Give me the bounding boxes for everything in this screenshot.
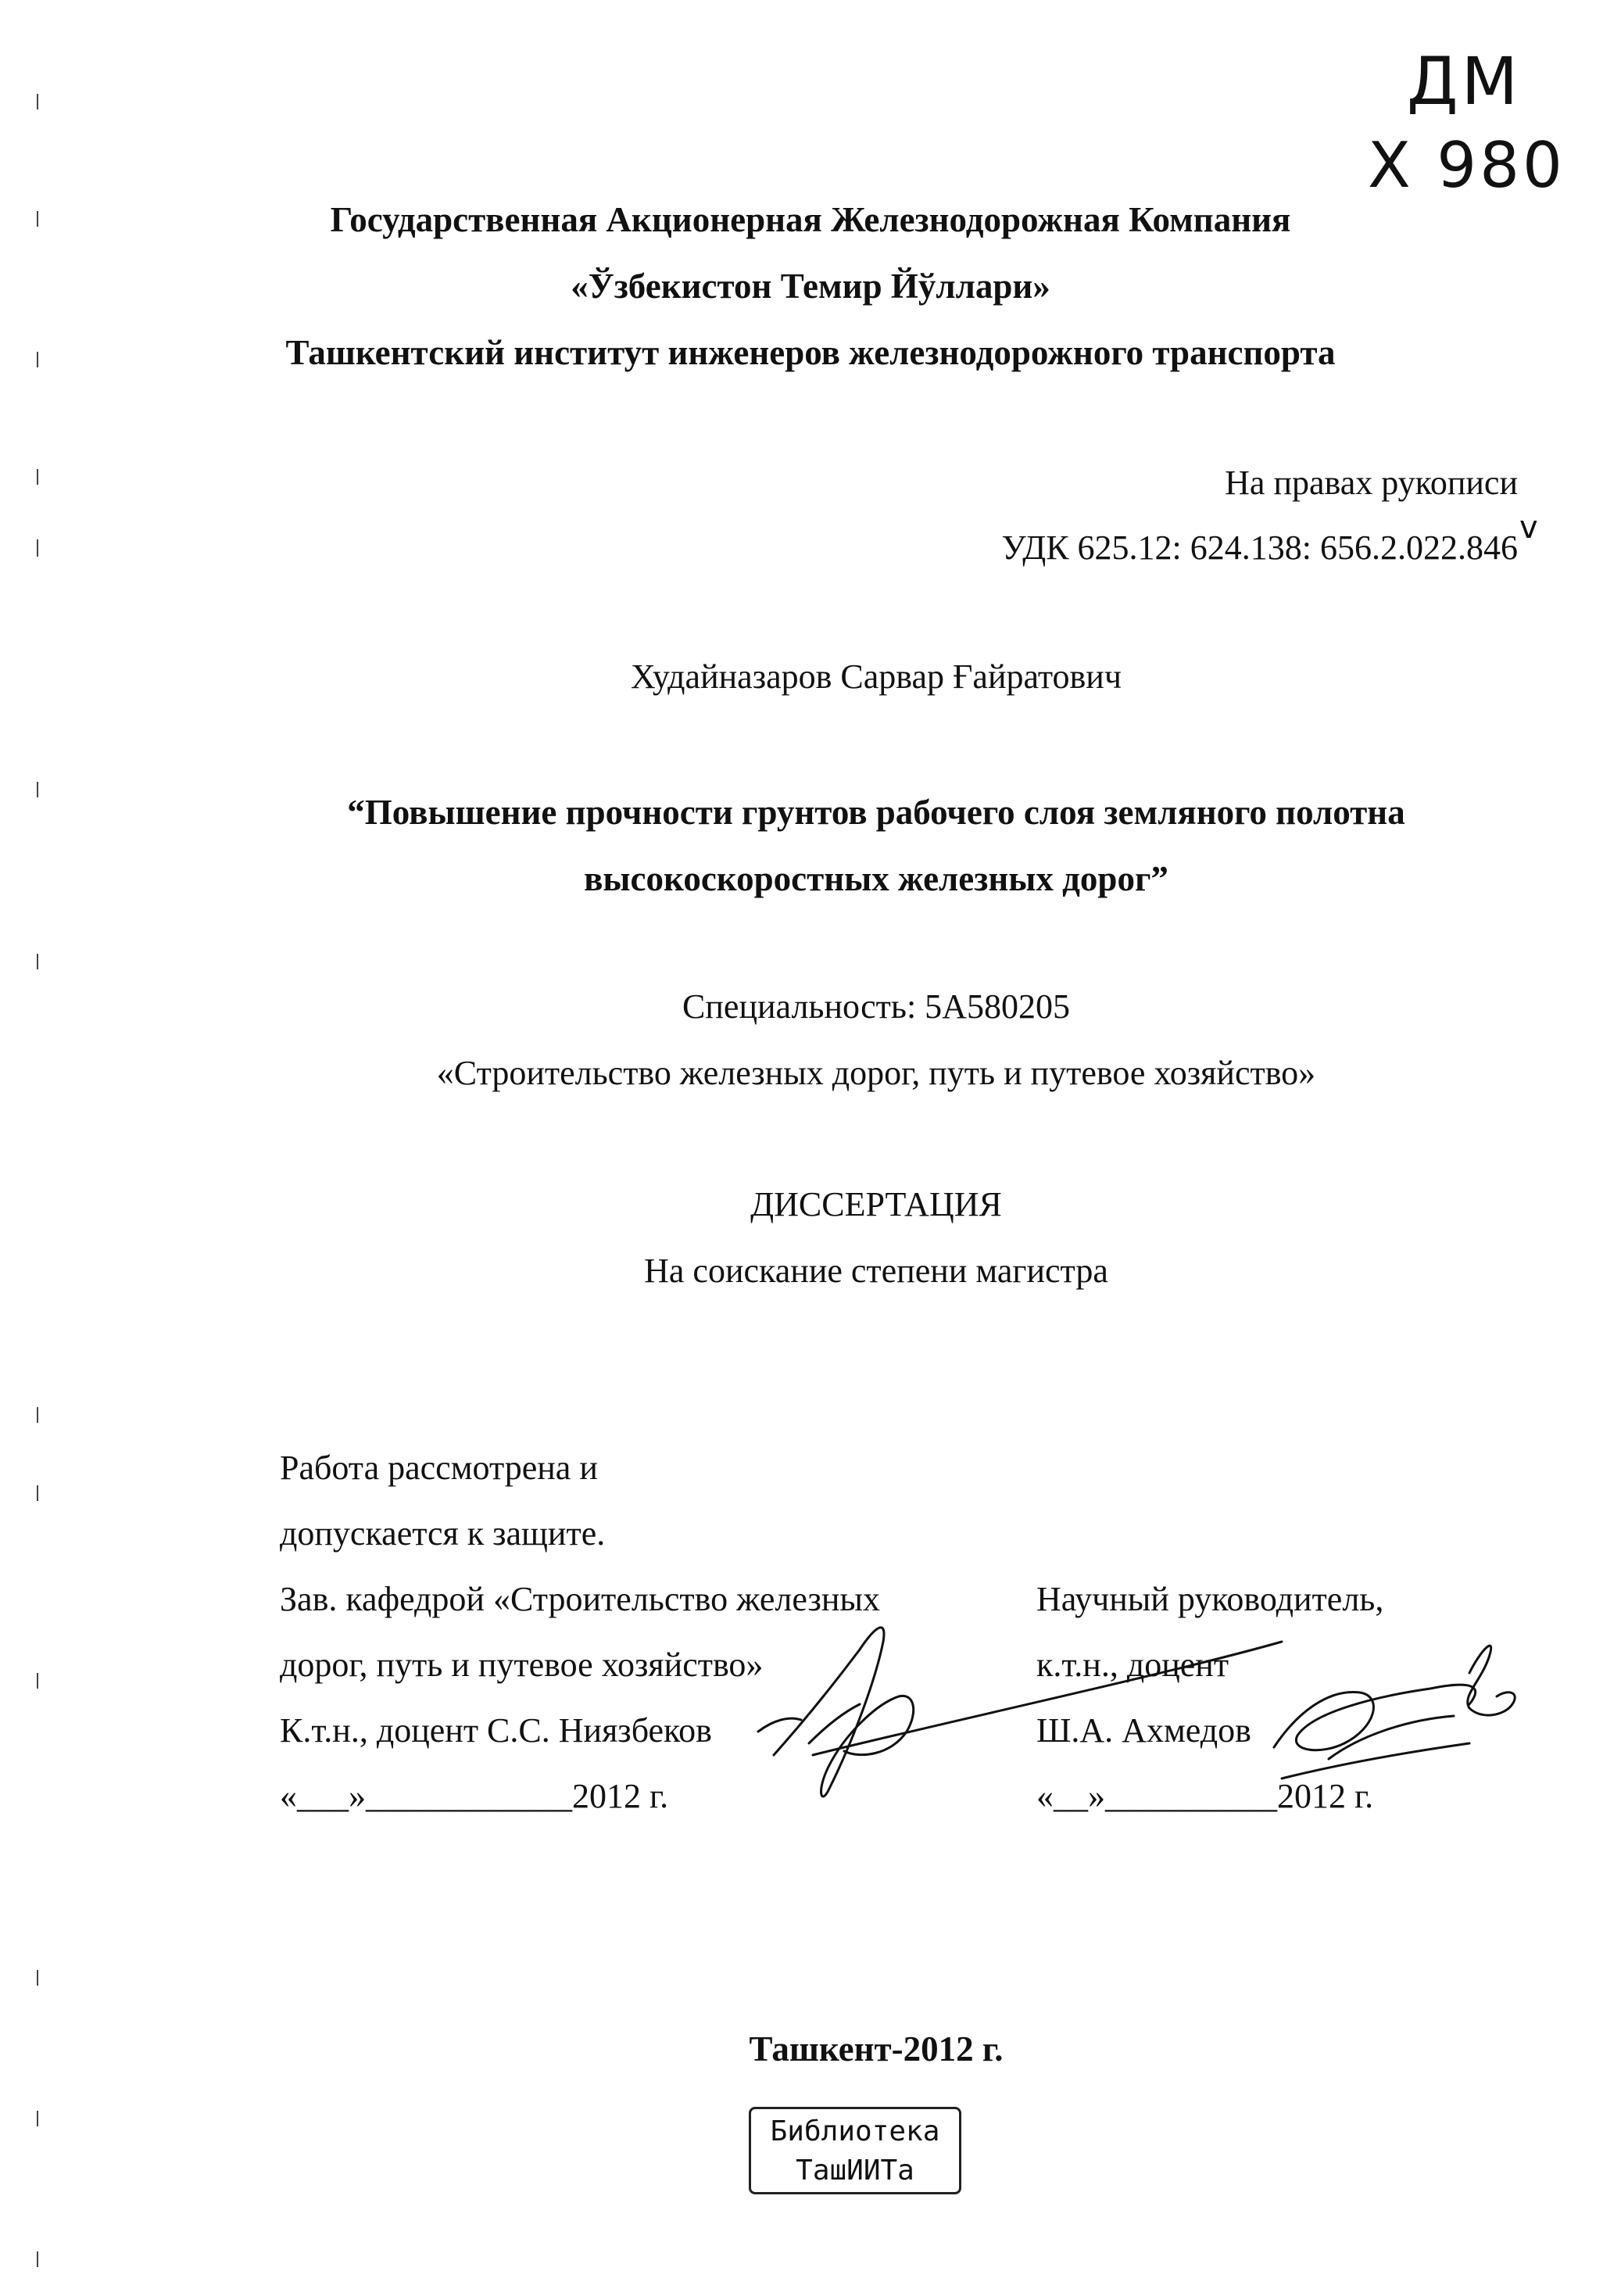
head-of-dept-line1: Зав. кафедрой «Строительство железных (280, 1580, 880, 1618)
archive-mark-line2: X 980 (1368, 129, 1566, 202)
approval-line2: допускается к защите. (280, 1514, 606, 1553)
approval-line1: Работа рассмотрена и (280, 1449, 598, 1487)
head-of-dept-line2: дорог, путь и путевое хозяйство» (280, 1646, 764, 1684)
institute-name: Ташкентский институт инженеров железнодорожного транспорта (285, 333, 1336, 372)
author-name: Худайназаров Сарвар Ғайратович (631, 657, 1122, 696)
head-of-dept-name: К.т.н., доцент С.С. Ниязбеков (280, 1711, 712, 1750)
udc-checkmark: v (1519, 510, 1538, 546)
library-stamp-line1: Библиотека (770, 2115, 940, 2147)
archive-mark-line1: ДМ (1407, 43, 1522, 120)
supervisor-date: «__»__________2012 г. (1036, 1777, 1374, 1815)
head-of-dept-date: «___»____________2012 г. (280, 1777, 669, 1815)
supervisor-line2: к.т.н., доцент (1036, 1646, 1229, 1684)
library-stamp-line2: ТашИИТа (796, 2155, 914, 2187)
specialty-code: Специальность: 5А580205 (682, 987, 1070, 1026)
org-name-line2: «Ўзбекистон Темир Йўллари» (571, 267, 1050, 306)
udc-code: УДК 625.12: 624.138: 656.2.022.846 (1001, 528, 1518, 567)
supervisor-line1: Научный руководитель, (1036, 1580, 1384, 1618)
city-year: Ташкент-2012 г. (749, 2029, 1004, 2069)
degree-line: На соискание степени магистра (644, 1252, 1108, 1290)
specialty-name: «Строительство железных дорог, путь и путевое хозяйство» (436, 1054, 1316, 1092)
supervisor-name: Ш.А. Ахмедов (1036, 1711, 1251, 1750)
org-name-line1: Государственная Акционерная Железнодорожная Компания (330, 200, 1291, 239)
thesis-title-line2: высокоскоростных железных дорог” (584, 859, 1168, 898)
library-stamp (749, 2107, 961, 2194)
thesis-title-line1: “Повышение прочности грунтов рабочего слоя земляного полотна (347, 793, 1405, 832)
manuscript-rights: На правах рукописи (1225, 464, 1518, 502)
work-type-label: ДИССЕРТАЦИЯ (750, 1185, 1002, 1223)
